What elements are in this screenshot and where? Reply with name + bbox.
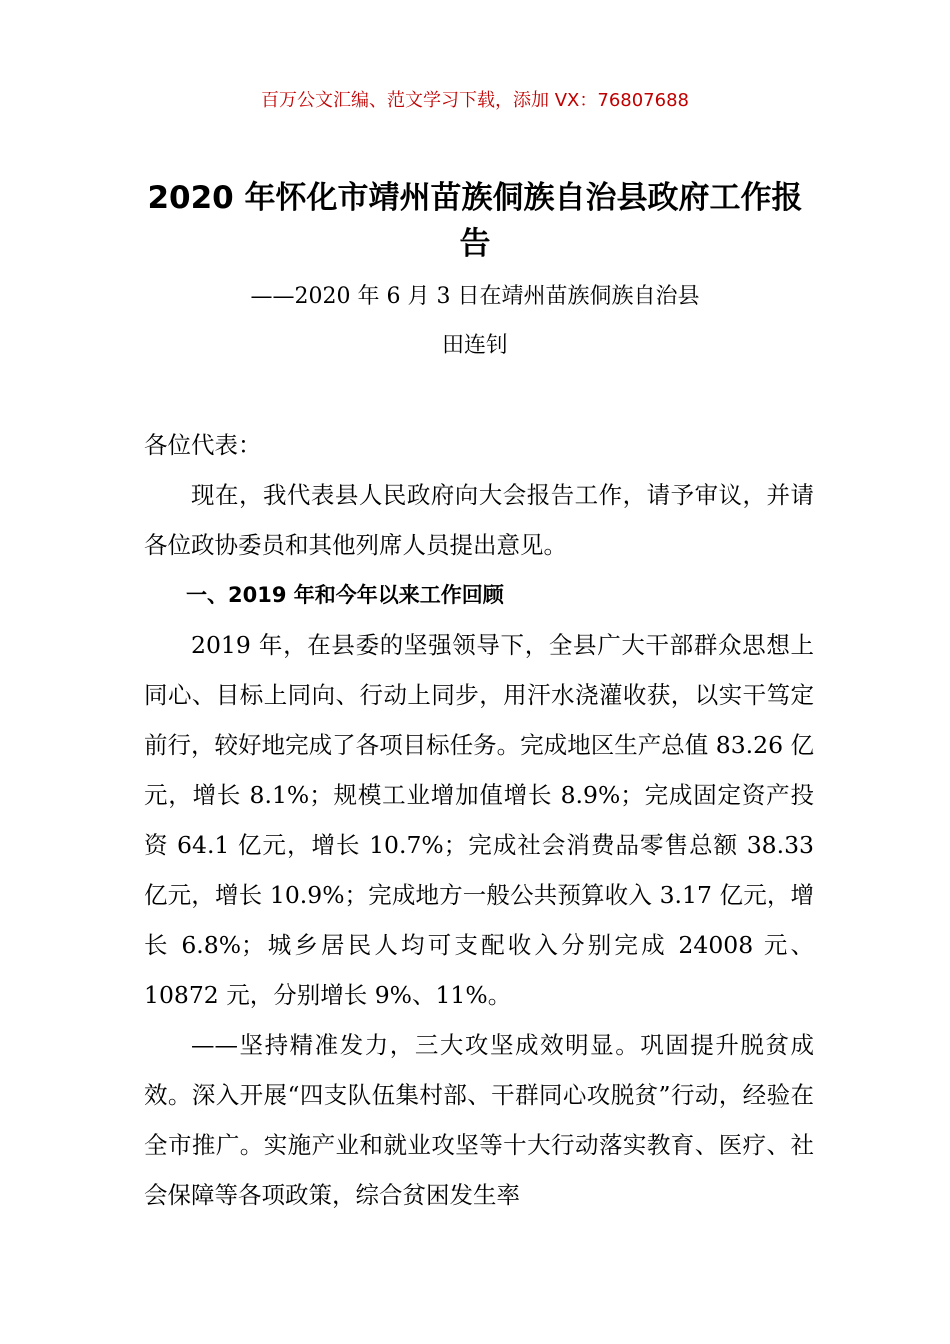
document-subtitle: ——2020 年 6 月 3 日在靖州苗族侗族自治县 bbox=[250, 284, 700, 309]
salutation: 各位代表： bbox=[144, 431, 262, 459]
paragraph-review: 2019 年，在县委的坚强领导下，全县广大干部群众思想上同心、目标上同向、行动上同步，用汗水浇灌收获，以实干笃定前行，较好地完成了各项目标任务。完成地区生产总值 83.26 亿元，增长 8.1%；规模工业增加值增长 8.9%；完成固定资产投资 64.1 亿元，增长 10.7%；完成社会消费品零售总额 38.33 亿元，增长 10.9%；完成地方一般公共预算收入 3.17 亿元，增长 6.8%；城乡居民人均可支配收入分别完成 24008 元、10872 元，分别增长 9%、11%。 bbox=[144, 631, 814, 1009]
download-banner: 百万公文汇编、范文学习下载，添加 VX：76807688 bbox=[261, 90, 689, 111]
section-heading: 一、2019 年和今年以来工作回顾 bbox=[186, 583, 504, 607]
paragraph-poverty: ——坚持精准发力，三大攻坚成效明显。巩固提升脱贫成效。深入开展“四支队伍集村部、干群同心攻脱贫”行动，经验在全市推广。实施产业和就业攻坚等十大行动落实教育、医疗、社会保障等各项政策，综合贫困发生率 bbox=[144, 1031, 814, 1209]
document-title: 2020 年怀化市靖州苗族侗族自治县政府工作报告 bbox=[147, 180, 803, 262]
paragraph-intro: 现在，我代表县人民政府向大会报告工作，请予审议，并请各位政协委员和其他列席人员提出意见。 bbox=[144, 481, 814, 559]
document-body bbox=[144, 420, 814, 1220]
document-author: 田连钊 bbox=[441, 333, 508, 358]
